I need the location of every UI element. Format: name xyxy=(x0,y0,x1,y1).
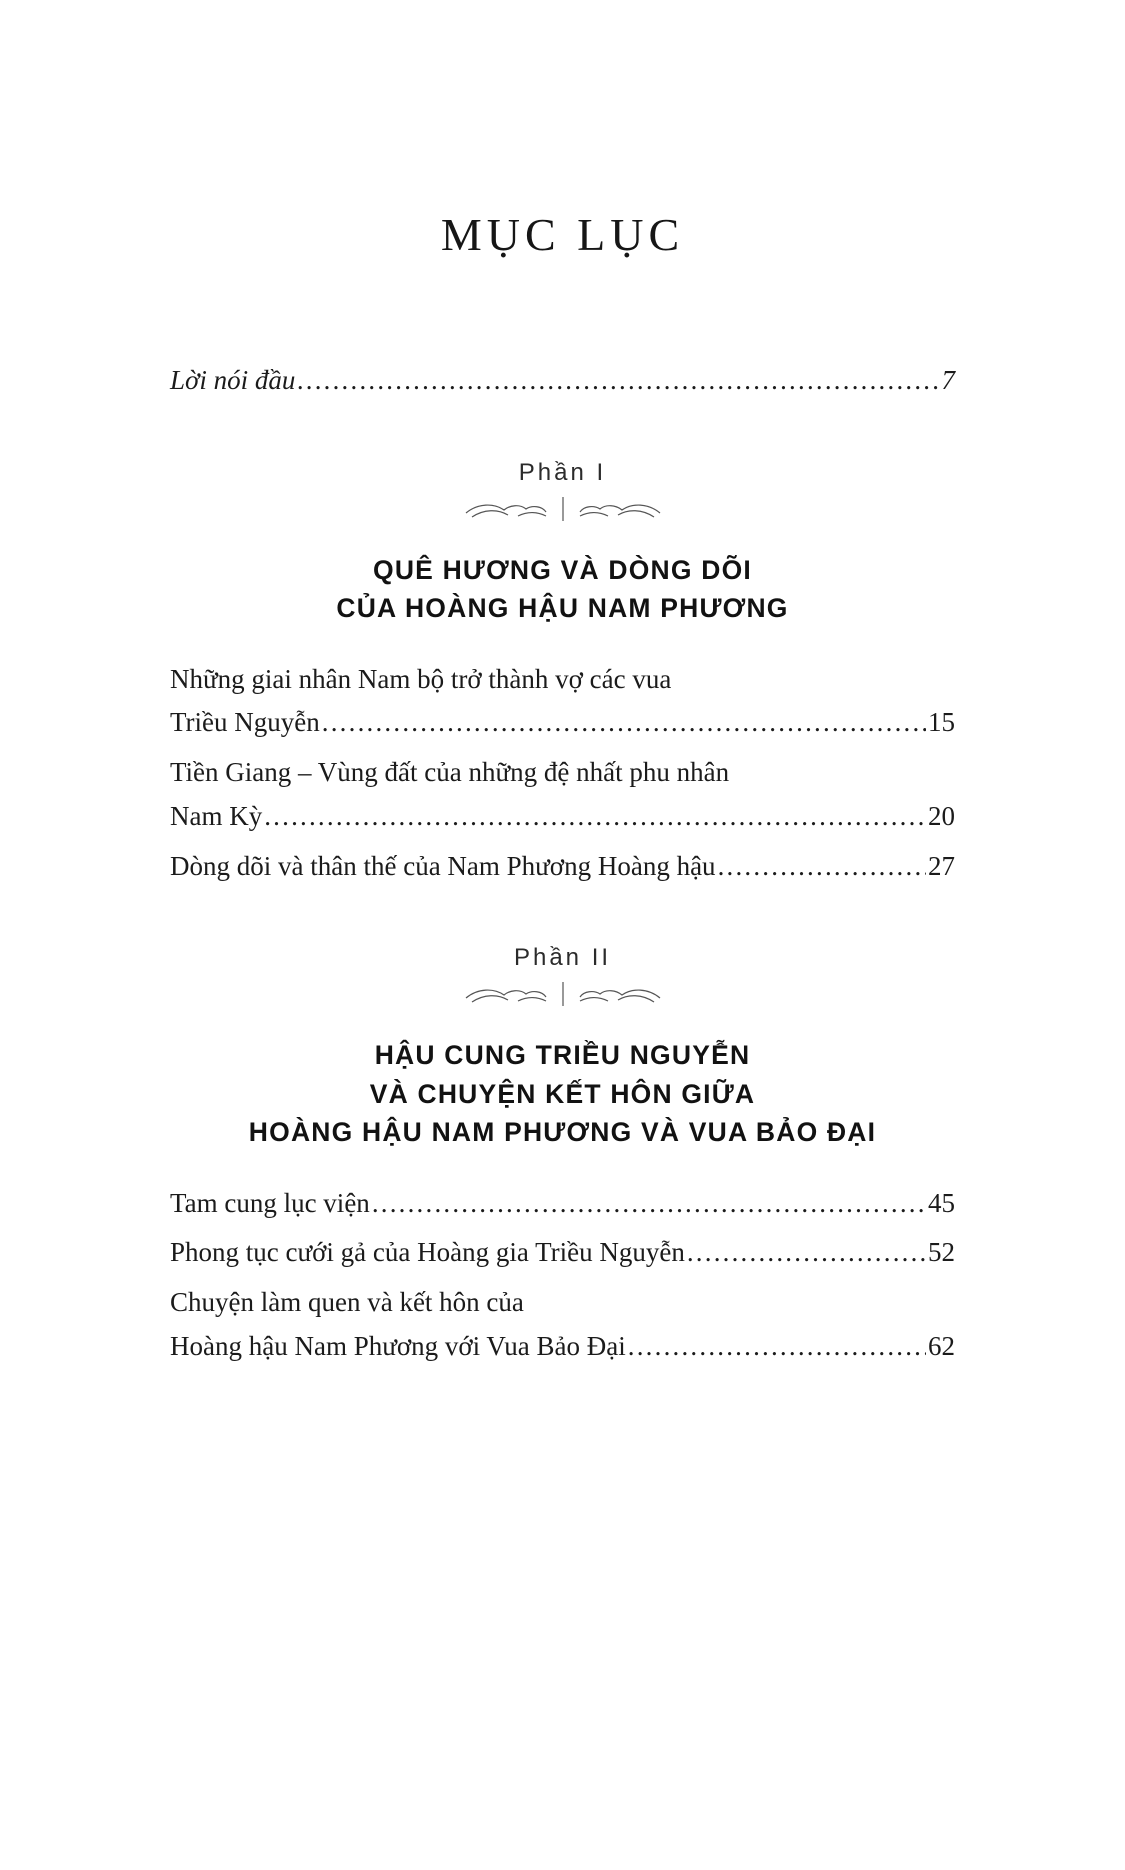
toc-entry-first-line: Tiền Giang – Vùng đất của những đệ nhất phu nhân xyxy=(170,757,730,788)
toc-entry-page: 20 xyxy=(928,800,955,831)
toc-entry-page: 45 xyxy=(928,1187,955,1218)
toc-entry-label: Phong tục cưới gả của Hoàng gia Triều Nguyễn xyxy=(170,1237,685,1268)
toc-entry-label: Nam Kỳ xyxy=(170,800,263,831)
toc-entry-page: 7 xyxy=(941,365,955,395)
toc-entry-page: 27 xyxy=(928,850,955,881)
dot-leader xyxy=(322,701,926,745)
part-heading-line: HOÀNG HẬU NAM PHƯƠNG VÀ VUA BẢO ĐẠI xyxy=(248,1117,877,1148)
part-label: Phần II xyxy=(513,944,612,972)
page-title: MỤC LỤC xyxy=(440,209,685,260)
toc-entry[interactable] xyxy=(170,658,955,745)
toc-entry-label: Dòng dõi và thân thế của Nam Phương Hoàng hậu xyxy=(170,850,716,881)
dot-leader xyxy=(687,1231,926,1275)
toc-entry[interactable] xyxy=(170,845,955,889)
cloud-scroll-ornament xyxy=(458,976,668,1010)
part-heading-line: HẬU CUNG TRIỀU NGUYỄN xyxy=(374,1040,751,1071)
toc-entry-page: 52 xyxy=(928,1237,955,1268)
toc-entry-preface[interactable] xyxy=(170,359,955,403)
toc-entry[interactable] xyxy=(170,751,955,838)
toc-entry-page: 15 xyxy=(928,707,955,738)
part-heading-line: QUÊ HƯƠNG VÀ DÒNG DÕI xyxy=(373,554,752,585)
toc-entry[interactable] xyxy=(170,1281,955,1368)
dot-leader xyxy=(628,1325,926,1369)
toc-entry-first-line: Chuyện làm quen và kết hôn của xyxy=(170,1286,524,1317)
toc-entry-page: 62 xyxy=(928,1330,955,1361)
part-label: Phần I xyxy=(518,458,607,486)
toc-entry-label: Lời nói đầu xyxy=(170,365,296,395)
part-heading xyxy=(170,1036,955,1151)
dot-leader xyxy=(264,795,926,839)
toc-entry-label: Triều Nguyễn xyxy=(170,707,320,738)
part-heading xyxy=(170,551,955,628)
part-heading-line: CỦA HOÀNG HẬU NAM PHƯƠNG xyxy=(336,593,789,624)
toc-entry-label: Hoàng hậu Nam Phương với Vua Bảo Đại xyxy=(170,1330,626,1361)
part-heading-line: VÀ CHUYỆN KẾT HÔN GIỮA xyxy=(369,1078,756,1109)
toc-part-2 xyxy=(170,944,955,1368)
toc-part-1 xyxy=(170,459,955,889)
dot-leader xyxy=(297,359,939,403)
toc-page xyxy=(0,208,1125,1870)
dot-leader xyxy=(372,1182,926,1226)
dot-leader xyxy=(718,845,926,889)
toc-entry[interactable] xyxy=(170,1182,955,1226)
toc-entry[interactable] xyxy=(170,1231,955,1275)
cloud-scroll-ornament xyxy=(458,491,668,525)
toc-entry-label: Tam cung lục viện xyxy=(170,1187,370,1218)
toc-entry-first-line: Những giai nhân Nam bộ trở thành vợ các vua xyxy=(170,663,672,694)
toc-entries-part-2 xyxy=(170,1182,955,1369)
toc-entries-part-1 xyxy=(170,658,955,889)
